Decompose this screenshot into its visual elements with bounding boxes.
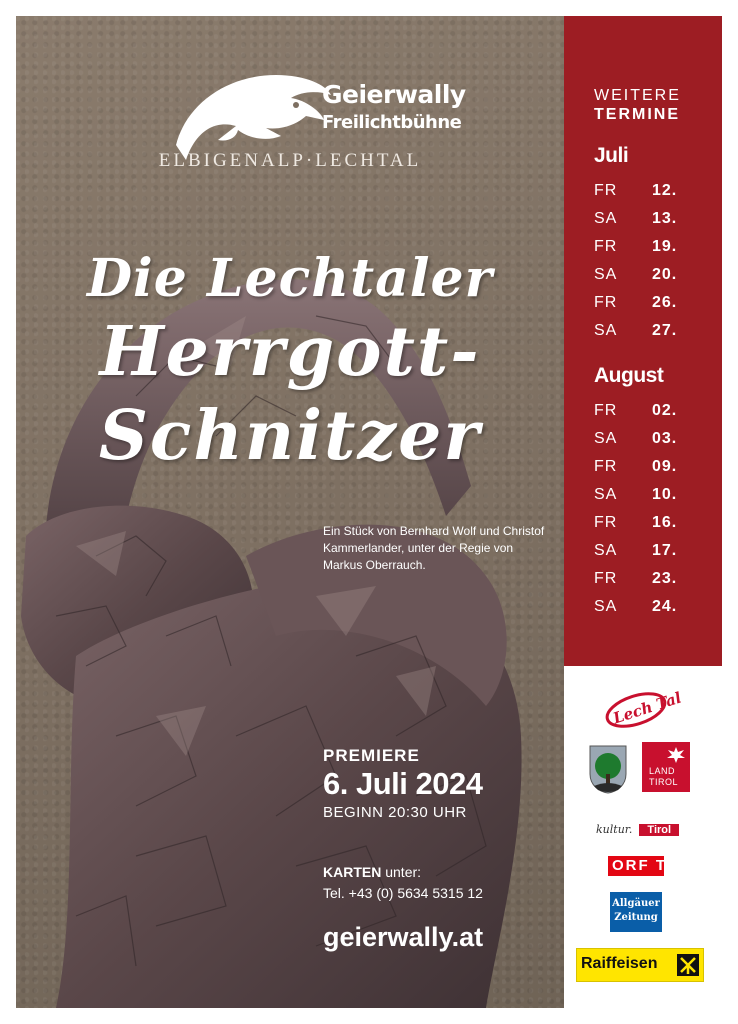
date-weekday: FR: [594, 238, 618, 255]
date-weekday: SA: [594, 486, 618, 503]
raiffeisen-logo: [576, 948, 704, 982]
date-weekday: SA: [594, 210, 618, 227]
date-day-number: 24.: [652, 598, 678, 615]
sponsor-logos: [564, 666, 722, 1008]
municipality-crest: [588, 744, 628, 794]
tickets-block: [323, 864, 483, 901]
tirol-badge: Tirol: [639, 824, 679, 836]
date-row: [594, 266, 704, 294]
play-title-line1: Die Lechtaler: [86, 248, 494, 309]
date-day-number: 16.: [652, 514, 678, 531]
date-day-number: 09.: [652, 458, 678, 475]
land-tirol-text-1: LAND: [649, 766, 676, 776]
date-row: [594, 514, 704, 542]
date-day-number: 03.: [652, 430, 678, 447]
tickets-label-rest: unter:: [381, 864, 422, 880]
date-weekday: SA: [594, 598, 618, 615]
date-row: [594, 542, 704, 570]
play-title-line2: Herrgott-: [99, 312, 481, 392]
date-weekday: SA: [594, 322, 618, 339]
allgaeuer-text-1: Allgäuer: [612, 898, 660, 909]
raiffeisen-cross-icon: [677, 954, 699, 976]
date-row: [594, 458, 704, 486]
date-row: [594, 598, 704, 626]
date-weekday: FR: [594, 458, 618, 475]
date-weekday: FR: [594, 294, 618, 311]
website-link[interactable]: geierwally.at: [323, 922, 484, 952]
orf-text: ORF T: [612, 857, 667, 874]
orf-logo: [608, 856, 667, 876]
date-weekday: SA: [594, 266, 618, 283]
date-weekday: FR: [594, 402, 618, 419]
kultur-text: kultur.: [596, 823, 633, 836]
date-row: [594, 486, 704, 514]
date-row: [594, 210, 704, 238]
credits-text: Ein Stück von Bernhard Wolf und Christof Kammerlander, unter der Regie von Markus Oberrauch.: [323, 524, 545, 572]
date-weekday: FR: [594, 182, 618, 199]
sidebar-heading-bottom: TERMINE: [594, 106, 680, 123]
date-day-number: 10.: [652, 486, 678, 503]
date-day-number: 19.: [652, 238, 678, 255]
dates-sidebar: [564, 16, 722, 666]
date-row: [594, 430, 704, 458]
tickets-label: KARTEN: [323, 864, 382, 880]
land-tirol-logo: [642, 742, 690, 792]
play-title-line3: Schnitzer: [98, 396, 482, 476]
land-tirol-text-2: TIROL: [649, 777, 679, 787]
date-row: [594, 182, 704, 210]
lechtal-text: Lech Tal: [610, 688, 684, 728]
date-day-number: 13.: [652, 210, 678, 227]
date-row: [594, 322, 704, 350]
sidebar-heading: [594, 86, 681, 124]
allgaeuer-zeitung-logo: [610, 892, 662, 932]
allgaeuer-text-2: Zeitung: [614, 912, 658, 923]
month-heading: Juli: [594, 144, 629, 167]
date-day-number: 02.: [652, 402, 678, 419]
month-heading: August: [594, 364, 664, 387]
date-weekday: FR: [594, 514, 618, 531]
date-day-number: 27.: [652, 322, 678, 339]
tree-crest-icon: [588, 744, 628, 794]
premiere-block: [323, 746, 482, 821]
logo-place: ELBIGENALP·LECHTAL: [158, 150, 422, 171]
tirol-eagle-icon: [666, 746, 686, 764]
date-weekday: SA: [594, 430, 618, 447]
premiere-date: 6. Juli 2024: [323, 766, 483, 801]
date-day-number: 17.: [652, 542, 678, 559]
lechtal-logo: [604, 688, 684, 732]
tickets-phone: Tel. +43 (0) 5634 5315 12: [323, 885, 483, 901]
premiere-label: PREMIERE: [323, 746, 420, 765]
logo-subtitle: Freilichtbühne: [322, 112, 462, 133]
logo-title: Geierwally: [322, 80, 466, 109]
kultur-tirol-logo: [596, 818, 679, 836]
raiffeisen-text: Raiffeisen: [581, 955, 658, 972]
date-day-number: 20.: [652, 266, 678, 283]
date-row: [594, 570, 704, 598]
date-day-number: 23.: [652, 570, 678, 587]
date-weekday: SA: [594, 542, 618, 559]
date-weekday: FR: [594, 570, 618, 587]
poster-main: [16, 16, 564, 1008]
date-day-number: 12.: [652, 182, 678, 199]
date-row: [594, 238, 704, 266]
date-row: [594, 402, 704, 430]
date-row: [594, 294, 704, 322]
sidebar-heading-top: WEITERE: [594, 87, 681, 104]
premiere-begin: BEGINN 20:30 UHR: [323, 804, 467, 821]
date-day-number: 26.: [652, 294, 678, 311]
